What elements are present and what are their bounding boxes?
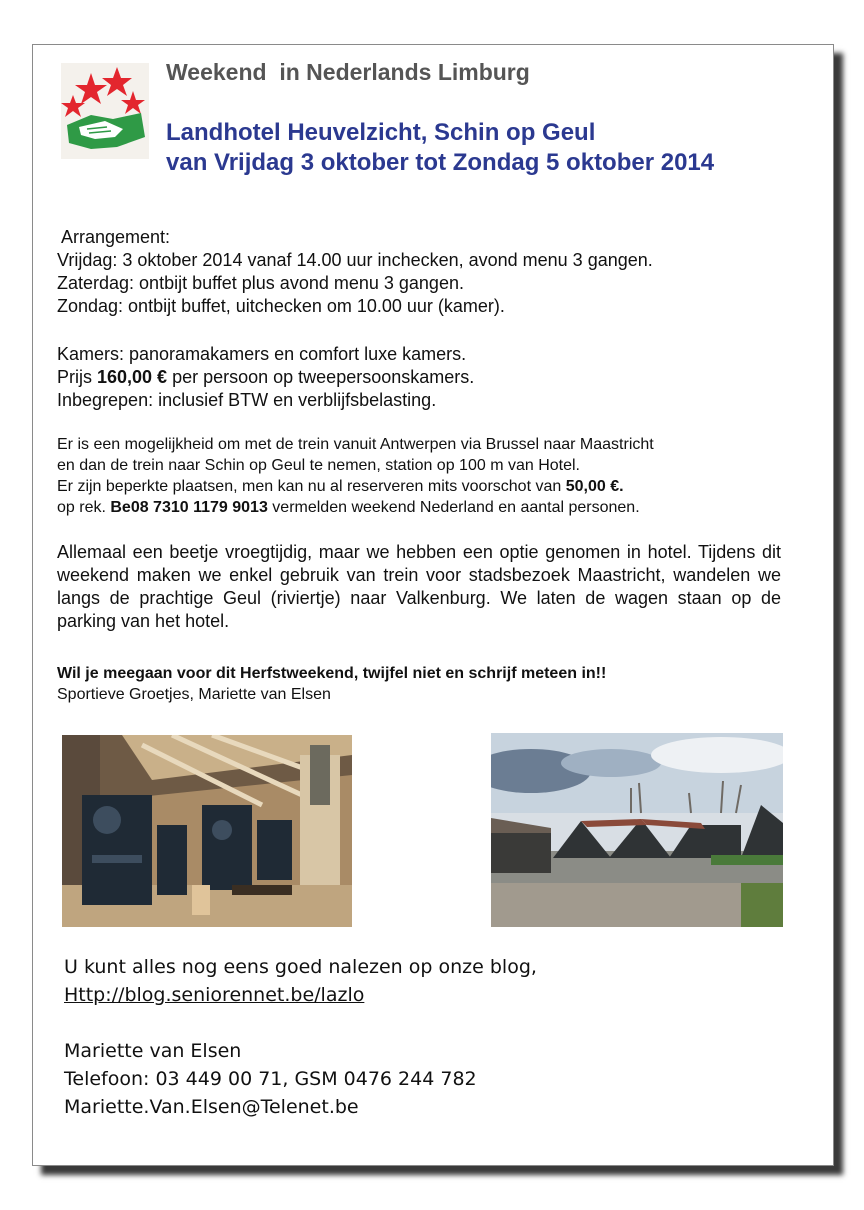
deposit-prefix: Er zijn beperkte plaatsen, men kan nu al reserveren mits voorschot van [57, 478, 566, 495]
included-line: Inbegrepen: inclusief BTW en verblijfsbelasting. [57, 390, 437, 410]
train-section [57, 434, 654, 518]
account-suffix: vermelden weekend Nederland en aantal personen. [267, 499, 640, 516]
workshop-photo [62, 735, 352, 927]
page-title: Weekend in Nederlands Limburg [166, 59, 530, 85]
price-amount: 160,00 € [97, 367, 168, 387]
sheds-photo [491, 733, 783, 927]
account-prefix: op rek. [57, 499, 111, 516]
deposit-line [57, 476, 654, 497]
arrangement-sunday: Zondag: ontbijt buffet, uitchecken om 10.00 uur (kamer). [57, 296, 505, 316]
price-line [57, 366, 474, 389]
arrangement-section [57, 226, 653, 318]
train-line-1: Er is een mogelijkheid om met de trein vanuit Antwerpen via Brussel naar Maastricht [57, 436, 654, 453]
club-logo-icon [61, 63, 149, 159]
arrangement-friday: Vrijdag: 3 oktober 2014 vanaf 14.00 uur inchecken, avond menu 3 gangen. [57, 250, 653, 270]
flyer-page [32, 44, 834, 1166]
contact-email[interactable]: Mariette.Van.Elsen@Telenet.be [64, 1096, 359, 1118]
price-prefix: Prijs [57, 367, 97, 387]
contact-name: Mariette van Elsen [64, 1040, 242, 1062]
contact-phone: Telefoon: 03 449 00 71, GSM 0476 244 782 [64, 1068, 477, 1090]
arrangement-saturday: Zaterdag: ontbijt buffet plus avond menu 3 gangen. [57, 273, 464, 293]
event-dates: van Vrijdag 3 oktober tot Zondag 5 oktober 2014 [166, 149, 715, 176]
blog-link[interactable]: Http://blog.seniorennet.be/lazlo [64, 984, 365, 1006]
hotel-name: Landhotel Heuvelzicht, Schin op Geul [166, 119, 596, 146]
callout-section [57, 663, 606, 705]
train-line-2: en dan de trein naar Schin op Geul te nemen, station op 100 m van Hotel. [57, 457, 580, 474]
account-number: Be08 7310 1179 9013 [110, 499, 268, 516]
rooms-types: Kamers: panoramakamers en comfort luxe kamers. [57, 344, 467, 364]
blog-text: U kunt alles nog eens goed nalezen op onze blog, [64, 956, 537, 978]
deposit-amount: 50,00 €. [565, 478, 624, 495]
signoff: Sportieve Groetjes, Mariette van Elsen [57, 686, 331, 703]
contact-section [64, 953, 537, 1121]
callout-bold: Wil je meegaan voor dit Herfstweekend, twijfel niet en schrijf meteen in!! [57, 665, 607, 682]
arrangement-heading: Arrangement: [57, 227, 171, 247]
account-line [57, 497, 654, 518]
event-subtitle [166, 118, 714, 178]
price-suffix: per persoon op tweepersoonskamers. [167, 367, 475, 387]
spacer [64, 1009, 537, 1037]
rooms-section [57, 343, 474, 412]
details-paragraph: Allemaal een beetje vroegtijdig, maar we hebben een optie genomen in hotel. Tijdens dit weekend maken we enkel gebruik van trein voor stadsbezoek Maastricht, wandelen we langs de prachtige Geul (riviertje) naar Valkenburg. We laten de wagen staan op de parking van het hotel. [57, 542, 781, 631]
